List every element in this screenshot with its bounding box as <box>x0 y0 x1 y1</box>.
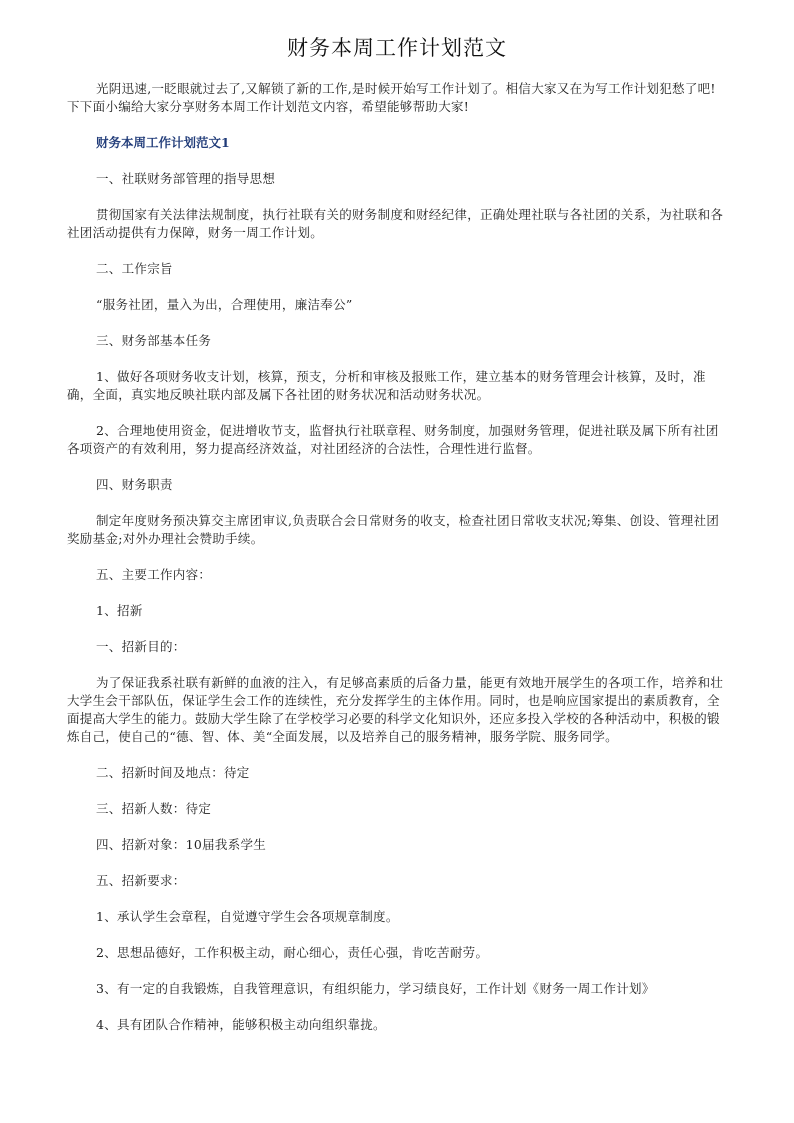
paragraph-task-1: 1、做好各项财务收支计划，核算，预支，分析和审核及报账工作，建立基本的财务管理会计核算，及时，准确，全面，真实地反映社联内部及属下各社团的财务状况和活动财务状况。 <box>67 369 706 402</box>
requirement-2: 2、思想品德好，工作积极主动，耐心细心，责任心强，肯吃苦耐劳。 <box>96 945 489 960</box>
paragraph-guiding-thought: 贯彻国家有关法律法规制度，执行社联有关的财务制度和财经纪律，正确处理社联与各社团的关系，为社联和各社团活动提供有力保障，财务一周工作计划。 <box>67 207 724 240</box>
section-heading: 财务本周工作计划范文1 <box>96 135 230 150</box>
heading-guiding-thought: 一、社联财务部管理的指导思想 <box>96 171 276 186</box>
requirement-3: 3、有一定的自我锻炼，自我管理意识，有组织能力，学习绩良好，工作计划《财务一周工作计划》 <box>96 981 655 996</box>
heading-basic-tasks: 三、财务部基本任务 <box>96 333 212 348</box>
page-title: 财务本周工作计划范文 <box>287 36 507 60</box>
document-body <box>67 80 727 1034</box>
paragraph-purpose: “服务社团，量入为出，合理使用，廉洁奉公” <box>96 297 353 312</box>
item-recruitment-time: 二、招新时间及地点：待定 <box>96 765 250 780</box>
item-recruitment: 1、招新 <box>96 603 143 618</box>
heading-purpose: 二、工作宗旨 <box>96 261 173 276</box>
heading-duties: 四、财务职责 <box>96 477 173 492</box>
paragraph-task-2: 2、合理地使用资金，促进增收节支，监督执行社联章程、财务制度，加强财务管理，促进社联及属下所有社团各项资产的有效利用，努力提高经济效益，对社团经济的合法性，合理性进行监督。 <box>67 423 719 456</box>
requirement-4: 4、具有团队合作精神，能够积极主动向组织靠拢。 <box>96 1017 386 1032</box>
intro-paragraph: 光阴迅速,一眨眼就过去了,又解锁了新的工作,是时候开始写工作计划了。相信大家又在为写工作计划犯愁了吧!下下面小编给大家分享财务本周工作计划范文内容，希望能够帮助大家! <box>67 81 716 114</box>
heading-recruitment-requirements: 五、招新要求： <box>96 873 186 888</box>
item-recruitment-target: 四、招新对象：10届我系学生 <box>96 837 267 852</box>
heading-recruitment-purpose: 一、招新目的： <box>96 639 186 654</box>
paragraph-duties: 制定年度财务预决算交主席团审议,负责联合会日常财务的收支，检查社团日常收支状况;筹集、创设、管理社团奖励基金;对外办理社会赞助手续。 <box>67 513 720 546</box>
requirement-1: 1、承认学生会章程，自觉遵守学生会各项规章制度。 <box>96 909 399 924</box>
item-recruitment-number: 三、招新人数：待定 <box>96 801 212 816</box>
paragraph-recruitment-purpose: 为了保证我系社联有新鲜的血液的注入，有足够高素质的后备力量，能更有效地开展学生的各项工作，培养和壮大学生会干部队伍，保证学生会工作的连续性，充分发挥学生的主体作用。同时，也是响应国家提出的素质教育，全面提高大学生的能力。鼓励大学生除了在学校学习必要的科学文化知识外，还应多投入学校的各种活动中，积极的锻炼自己，使自己的“德、智、体、美“全面发展，以及培养自己的服务精神，服务学院、服务同学。 <box>67 675 724 744</box>
heading-main-work: 五、主要工作内容： <box>96 567 212 582</box>
